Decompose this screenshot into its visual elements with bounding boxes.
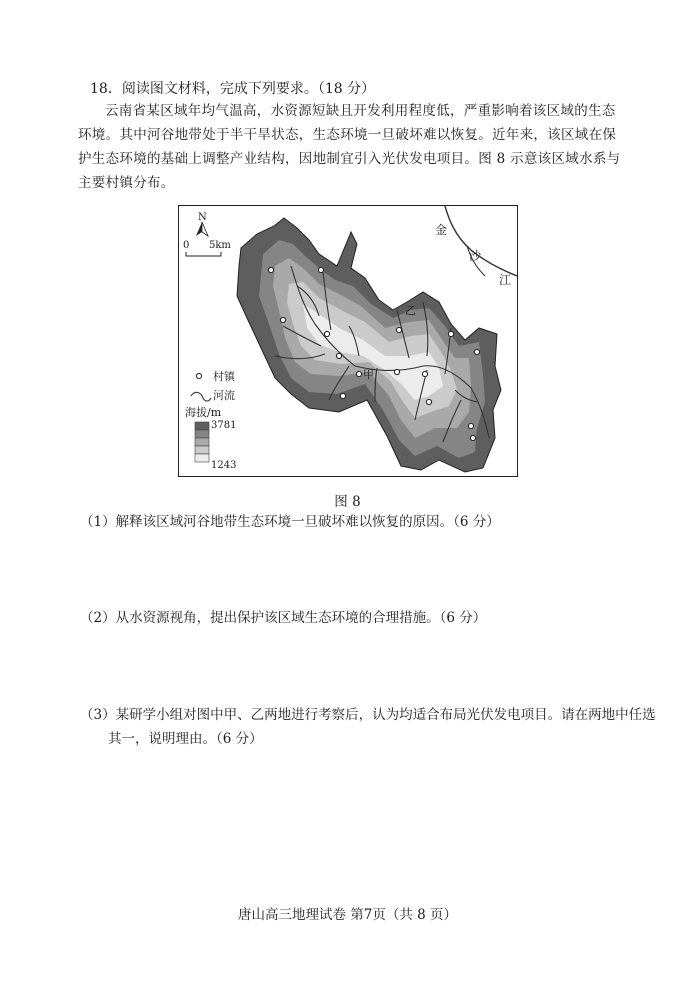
town-marker bbox=[426, 399, 431, 404]
legend-swatch bbox=[195, 446, 209, 454]
town-marker bbox=[356, 371, 361, 376]
question-heading: 18．阅读图文材料，完成下列要求。（18 分） bbox=[90, 81, 376, 97]
river-label-sha: 沙 bbox=[469, 249, 482, 263]
town-marker bbox=[340, 393, 345, 398]
legend-town-label: 村镇 bbox=[213, 370, 235, 383]
legend-town-icon bbox=[196, 373, 201, 378]
subquestion-2: （2）从水资源视角，提出保护该区域生态环境的合理措施。（6 分） bbox=[80, 610, 487, 626]
legend-swatch bbox=[195, 422, 209, 430]
figure-caption: 图 8 bbox=[334, 494, 361, 510]
river-label-jin: 金 bbox=[435, 223, 448, 237]
figure-8-map bbox=[178, 205, 518, 477]
town-marker bbox=[448, 331, 453, 336]
scale-bar bbox=[186, 252, 221, 256]
town-marker bbox=[396, 327, 401, 332]
page-footer: 唐山高三地理试卷 第7页（共 8 页） bbox=[237, 907, 458, 923]
question-paragraph: 云南省某区域年均气温高，水资源短缺且开发利用程度低，严重影响着该区域的生态环境。其中河谷地带处于半干旱状态，生态环境一旦破坏难以恢复。近年来，该区域在保护生态环境的基础上调整产业结构，因地制宜引入光伏发电项目。图 8 示意该区域水系与主要村镇分布。 bbox=[78, 103, 621, 191]
legend-swatch bbox=[195, 454, 209, 462]
legend-elev-max: 3781 bbox=[211, 420, 237, 431]
map-svg bbox=[179, 206, 517, 476]
legend-river-label: 河流 bbox=[213, 389, 235, 402]
legend-elevation-scale bbox=[195, 422, 209, 462]
north-arrow-icon bbox=[196, 212, 208, 236]
legend-elev-min: 1243 bbox=[211, 460, 237, 471]
town-marker bbox=[336, 353, 341, 358]
town-marker bbox=[268, 267, 273, 272]
river-label-jiang: 江 bbox=[499, 273, 512, 287]
town-marker bbox=[468, 423, 473, 428]
scale-label: 5km bbox=[209, 240, 231, 251]
legend-elevation-title: 海拔/m bbox=[185, 406, 222, 419]
subquestion-3: （3）某研学小组对图中甲、乙两地进行考察后，认为均适合布局光伏发电项目。请在两地中任选其一，说明理由。（6 分） bbox=[80, 707, 656, 747]
town-marker bbox=[280, 317, 285, 322]
scale-zero: 0 bbox=[183, 240, 190, 251]
town-marker bbox=[324, 331, 329, 336]
town-marker bbox=[422, 371, 427, 376]
town-marker bbox=[318, 267, 323, 272]
place-label-yi: 乙 bbox=[405, 304, 416, 317]
legend-river-icon bbox=[191, 392, 211, 401]
legend-swatch bbox=[195, 430, 209, 438]
town-marker bbox=[474, 349, 479, 354]
town-marker bbox=[394, 369, 399, 374]
place-label-jia: 甲 bbox=[363, 368, 374, 381]
legend-swatch bbox=[195, 438, 209, 446]
north-label: N bbox=[198, 212, 207, 223]
subquestion-1: （1）解释该区域河谷地带生态环境一旦破坏难以恢复的原因。（6 分） bbox=[80, 514, 500, 530]
town-marker bbox=[470, 435, 475, 440]
jinsha-river bbox=[445, 206, 517, 276]
